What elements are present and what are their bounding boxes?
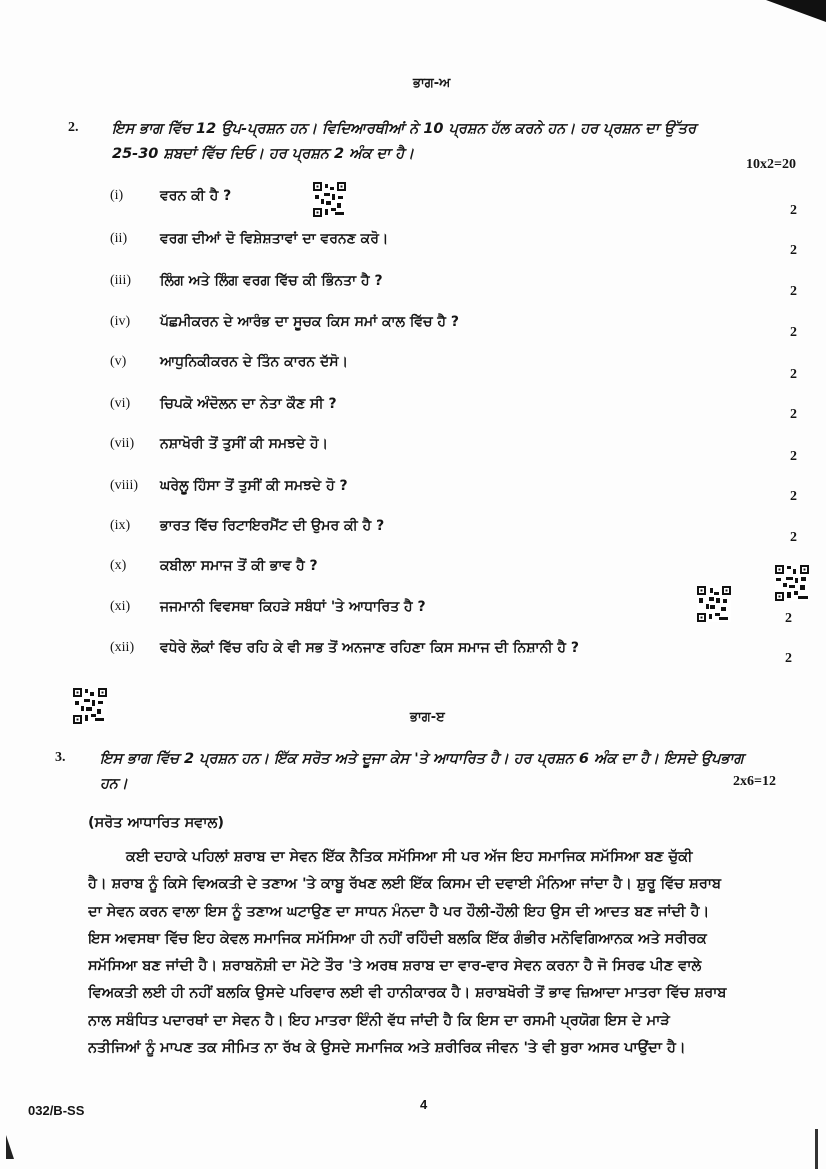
subquestion-text: ਭਾਰਤ ਵਿੱਚ ਰਿਟਾਇਰਮੈਂਟ ਦੀ ਉਮਰ ਕੀ ਹੈ ? xyxy=(160,518,385,534)
question-3-instruction xyxy=(100,747,780,797)
subquestion-marks: 2 xyxy=(790,489,797,504)
subquestion-number: (iii) xyxy=(110,273,131,288)
paragraph-line: ਕਈ ਦਹਾਕੇ ਪਹਿਲਾਂ ਸ਼ਰਾਬ ਦਾ ਸੇਵਨ ਇੱਕ ਨੈਤਿਕ ਸਮੱਸਿਆ ਸੀ ਪਰ ਅੱਜ ਇਹ ਸਮਾਜਿਕ ਸਮੱਸਿਆ ਬਣ ਚੁੱਕੀ xyxy=(126,849,693,865)
paragraph-line: ਇਸ ਅਵਸਥਾ ਵਿੱਚ ਇਹ ਕੇਵਲ ਸਮਾਜਿਕ ਸਮੱਸਿਆ ਹੀ ਨਹੀਂ ਰਹਿੰਦੀ ਬਲਕਿ ਇੱਕ ਗੰਭੀਰ ਮਨੋਵਿਗਿਆਨਕ ਅਤੇ ਸਰੀਰਕ xyxy=(88,930,707,947)
section-a-title: ਭਾਗ-ਅ xyxy=(413,76,451,91)
qr-code xyxy=(697,586,731,622)
subquestion-number: (ix) xyxy=(110,518,131,533)
paragraph-line: ਵਿਅਕਤੀ ਲਈ ਹੀ ਨਹੀਂ ਬਲਕਿ ਉਸਦੇ ਪਰਿਵਾਰ ਲਈ ਵੀ ਹਾਨੀਕਾਰਕ ਹੈ। ਸ਼ਰਾਬਖੋਰੀ ਤੋਂ ਭਾਵ ਜ਼ਿਆਦਾ ਮਾਤਰਾ ਵਿੱਚ ਸ਼ਰਾਬ xyxy=(88,985,727,1002)
paragraph-line: ਹੈ। ਸ਼ਰਾਬ ਨੂੰ ਕਿਸੇ ਵਿਅਕਤੀ ਦੇ ਤਣਾਅ 'ਤੇ ਕਾਬੂ ਰੱਖਣ ਲਈ ਇੱਕ ਕਿਸਮ ਦੀ ਦਵਾਈ ਮੰਨਿਆ ਜਾਂਦਾ ਹੈ। ਸ਼ੁਰੂ ਵਿੱਚ ਸ਼ਰਾਬ xyxy=(88,876,722,893)
question-2-instruction xyxy=(112,117,777,167)
paragraph-line: ਦਾ ਸੇਵਨ ਕਰਨ ਵਾਲਾ ਇਸ ਨੂੰ ਤਣਾਅ ਘਟਾਉਣ ਦਾ ਸਾਧਨ ਮੰਨਦਾ ਹੈ ਪਰ ਹੌਲੀ-ਹੌਲੀ ਇਹ ਉਸ ਦੀ ਆਦਤ ਬਣ ਜਾਂਦੀ ਹੈ। xyxy=(88,903,710,920)
subquestion-marks: 2 xyxy=(790,407,797,422)
question-3-number: 3. xyxy=(55,750,66,765)
scan-corner-mark xyxy=(766,0,826,22)
subquestion-marks: 2 xyxy=(790,449,797,464)
subquestion-marks: 2 xyxy=(790,203,797,218)
subquestion-text: ਵਰਨ ਕੀ ਹੈ ? xyxy=(160,188,232,204)
question-3-instruction-line: ਇਸ ਭਾਗ ਵਿੱਚ 2 ਪ੍ਰਸ਼ਨ ਹਨ। ਇੱਕ ਸਰੋਤ ਅਤੇ ਦੂਜਾ ਕੇਸ 'ਤੇ ਆਧਾਰਿਤ ਹੈ। ਹਰ ਪ੍ਰਸ਼ਨ 6 ਅੰਕ ਦਾ ਹੈ। ਇਸਦੇ ਉਪਭਾਗ xyxy=(100,751,744,767)
subquestion-text: ਜਜਮਾਨੀ ਵਿਵਸਥਾ ਕਿਹੜੇ ਸਬੰਧਾਂ 'ਤੇ ਆਧਾਰਿਤ ਹੈ ? xyxy=(160,599,426,615)
subquestion-number: (x) xyxy=(110,558,127,573)
question-2-total-marks: 10x2=20 xyxy=(746,157,796,172)
subquestion-text: ਵਧੇਰੇ ਲੋਕਾਂ ਵਿੱਚ ਰਹਿ ਕੇ ਵੀ ਸਭ ਤੋਂ ਅਨਜਾਣ ਰਹਿਣਾ ਕਿਸ ਸਮਾਜ ਦੀ ਨਿਸ਼ਾਨੀ ਹੈ ? xyxy=(160,640,579,656)
page-number: 4 xyxy=(420,1097,428,1112)
question-2-number: 2. xyxy=(68,120,79,135)
source-paragraph xyxy=(88,844,778,1062)
subquestion-text: ਵਰਗ ਦੀਆਂ ਦੋ ਵਿਸ਼ੇਸ਼ਤਾਵਾਂ ਦਾ ਵਰਨਣ ਕਰੋ। xyxy=(160,231,389,247)
subquestion-text: ਪੱਛਮੀਕਰਨ ਦੇ ਆਰੰਭ ਦਾ ਸੂਚਕ ਕਿਸ ਸਮਾਂ ਕਾਲ ਵਿੱਚ ਹੈ ? xyxy=(160,314,460,330)
subquestion-marks: 2 xyxy=(790,284,797,299)
subquestion-number: (viii) xyxy=(110,478,138,493)
subquestion-marks: 2 xyxy=(790,325,797,340)
scan-corner-mark xyxy=(6,1135,14,1159)
subquestion-text: ਕਬੀਲਾ ਸਮਾਜ ਤੋਂ ਕੀ ਭਾਵ ਹੈ ? xyxy=(160,558,318,574)
subquestion-number: (ii) xyxy=(110,231,128,246)
paragraph-line: ਨਾਲ ਸਬੰਧਿਤ ਪਦਾਰਥਾਂ ਦਾ ਸੇਵਨ ਹੈ। ਇਹ ਮਾਤਰਾ ਇੰਨੀ ਵੱਧ ਜਾਂਦੀ ਹੈ ਕਿ ਇਸ ਦਾ ਰਸਮੀ ਪ੍ਰਯੋਗ ਇਸ ਦੇ ਮਾੜੇ xyxy=(88,1012,670,1029)
paper-code: 032/B-SS xyxy=(28,1103,85,1118)
subquestion-marks: 2 xyxy=(785,611,792,626)
qr-code xyxy=(775,565,809,601)
scan-edge-mark xyxy=(815,1129,818,1169)
subquestion-number: (vi) xyxy=(110,396,131,411)
source-heading: (ਸਰੋਤ ਆਧਾਰਿਤ ਸਵਾਲ) xyxy=(88,815,224,831)
question-2-instruction-line: ਇਸ ਭਾਗ ਵਿੱਚ 12 ਉਪ-ਪ੍ਰਸ਼ਨ ਹਨ। ਵਿਦਿਆਰਥੀਆਂ ਨੇ 10 ਪ੍ਰਸ਼ਨ ਹੱਲ ਕਰਨੇ ਹਨ। ਹਰ ਪ੍ਰਸ਼ਨ ਦਾ ਉੱਤਰ xyxy=(112,121,697,137)
subquestion-text: ਲਿੰਗ ਅਤੇ ਲਿੰਗ ਵਰਗ ਵਿੱਚ ਕੀ ਭਿੰਨਤਾ ਹੈ ? xyxy=(160,273,383,289)
section-b-title: ਭਾਗ-ੲ xyxy=(410,710,445,725)
paragraph-line: ਸਮੱਸਿਆ ਬਣ ਜਾਂਦੀ ਹੈ। ਸ਼ਰਾਬਨੋਸ਼ੀ ਦਾ ਮੋਟੇ ਤੌਰ 'ਤੇ ਅਰਥ ਸ਼ਰਾਬ ਦਾ ਵਾਰ-ਵਾਰ ਸੇਵਨ ਕਰਨਾ ਹੈ ਜੋ ਸਿਰਫ ਪੀਣ ਵਾਲੇ xyxy=(88,958,702,975)
question-3-total-marks: 2x6=12 xyxy=(733,774,776,789)
subquestion-marks: 2 xyxy=(790,367,797,382)
subquestion-text: ਨਸ਼ਾਖੋਰੀ ਤੋਂ ਤੁਸੀਂ ਕੀ ਸਮਝਦੇ ਹੋ। xyxy=(160,436,329,452)
question-3-instruction-line: ਹਨ। xyxy=(100,776,128,792)
question-2-instruction-line: 25-30 ਸ਼ਬਦਾਂ ਵਿੱਚ ਦਿਓ। ਹਰ ਪ੍ਰਸ਼ਨ 2 ਅੰਕ ਦਾ ਹੈ। xyxy=(112,146,414,162)
subquestion-number: (xi) xyxy=(110,599,131,614)
subquestion-marks: 2 xyxy=(790,243,797,258)
subquestion-marks: 2 xyxy=(785,651,792,666)
subquestion-text: ਚਿਪਕੋ ਅੰਦੋਲਨ ਦਾ ਨੇਤਾ ਕੌਣ ਸੀ ? xyxy=(160,396,337,412)
qr-code xyxy=(313,182,346,217)
qr-code xyxy=(73,688,107,724)
subquestion-text: ਘਰੇਲੂ ਹਿੰਸਾ ਤੋਂ ਤੁਸੀਂ ਕੀ ਸਮਝਦੇ ਹੋ ? xyxy=(160,478,348,494)
subquestion-number: (i) xyxy=(110,188,124,203)
subquestion-number: (vii) xyxy=(110,436,135,451)
subquestion-text: ਆਧੁਨਿਕੀਕਰਨ ਦੇ ਤਿੰਨ ਕਾਰਨ ਦੱਸੋ। xyxy=(160,354,349,370)
subquestion-marks: 2 xyxy=(790,530,797,545)
subquestion-number: (v) xyxy=(110,354,127,369)
subquestion-number: (iv) xyxy=(110,314,131,329)
subquestion-number: (xii) xyxy=(110,640,135,655)
paragraph-line: ਨਤੀਜਿਆਂ ਨੂੰ ਮਾਪਣ ਤਕ ਸੀਮਿਤ ਨਾ ਰੱਖ ਕੇ ਉਸਦੇ ਸਮਾਜਿਕ ਅਤੇ ਸ਼ਰੀਰਿਕ ਜੀਵਨ 'ਤੇ ਵੀ ਬੁਰਾ ਅਸਰ ਪਾਉਂਦਾ ਹੈ। xyxy=(88,1040,686,1057)
